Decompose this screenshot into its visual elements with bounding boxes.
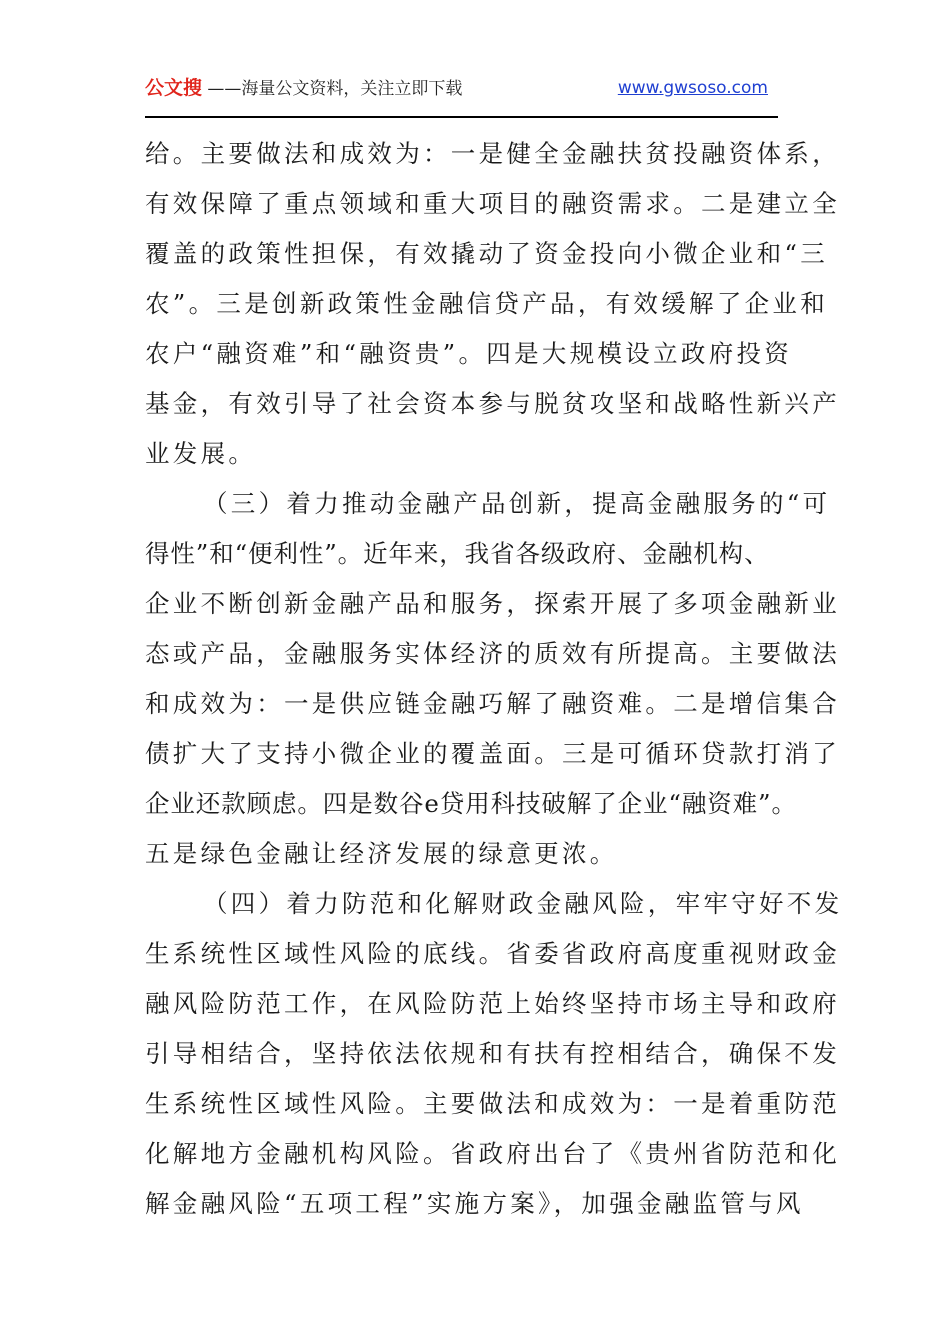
text-line: 农户“融资难”和“融资贵”。四是大规模设立政府投资 bbox=[145, 339, 793, 368]
text-line: 化解地方金融机构风险。省政府出台了《贵州省防范和化 bbox=[145, 1139, 840, 1168]
text-line: 生系统性区域性风险。主要做法和成效为：一是着重防范 bbox=[145, 1089, 840, 1118]
text-line: 覆盖的政策性担保，有效撬动了资金投向小微企业和“三 bbox=[145, 239, 829, 268]
text-line: 企业不断创新金融产品和服务，探索开展了多项金融新业 bbox=[145, 589, 840, 618]
text-line: 态或产品，金融服务实体经济的质效有所提高。主要做法 bbox=[145, 639, 840, 668]
header-tagline: ——海量公文资料，关注立即下载 bbox=[207, 79, 463, 99]
text-line: 业发展。 bbox=[145, 439, 257, 468]
text-line: 五是绿色金融让经济发展的绿意更浓。 bbox=[145, 839, 618, 868]
document-body bbox=[145, 129, 843, 1229]
text-line: 企业还款顾虑。四是数谷e贷用科技破解了企业“融资难”。 bbox=[145, 789, 797, 818]
text-line: 有效保障了重点领域和重大项目的融资需求。二是建立全 bbox=[145, 189, 840, 218]
brand-logo-text: 公文搜 bbox=[145, 77, 203, 99]
header-divider bbox=[145, 116, 778, 118]
text-line: 生系统性区域性风险的底线。省委省政府高度重视财政金 bbox=[145, 939, 840, 968]
text-line: 给。主要做法和成效为：一是健全金融扶贫投融资体系， bbox=[145, 139, 840, 168]
section-heading-line: （四）着力防范和化解财政金融风险，牢牢守好不发 bbox=[203, 889, 843, 918]
text-line: 农”。三是创新政策性金融信贷产品，有效缓解了企业和 bbox=[145, 289, 829, 318]
text-line: 基金，有效引导了社会资本参与脱贫攻坚和战略性新兴产 bbox=[145, 389, 840, 418]
text-line: 融风险防范工作，在风险防范上始终坚持市场主导和政府 bbox=[145, 989, 840, 1018]
text-line: 引导相结合，坚持依法依规和有扶有控相结合，确保不发 bbox=[145, 1039, 840, 1068]
text-line: 解金融风险“五项工程”实施方案》，加强金融监管与风 bbox=[145, 1189, 804, 1218]
page-header bbox=[145, 72, 778, 104]
text-line: 和成效为：一是供应链金融巧解了融资难。二是增信集合 bbox=[145, 689, 840, 718]
section-heading-line: （三）着力推动金融产品创新，提高金融服务的“可 bbox=[203, 489, 831, 518]
text-line: 得性”和“便利性”。近年来，我省各级政府、金融机构、 bbox=[145, 539, 770, 568]
text-line: 债扩大了支持小微企业的覆盖面。三是可循环贷款打消了 bbox=[145, 739, 840, 768]
site-link[interactable]: www.gwsoso.com bbox=[617, 78, 768, 98]
